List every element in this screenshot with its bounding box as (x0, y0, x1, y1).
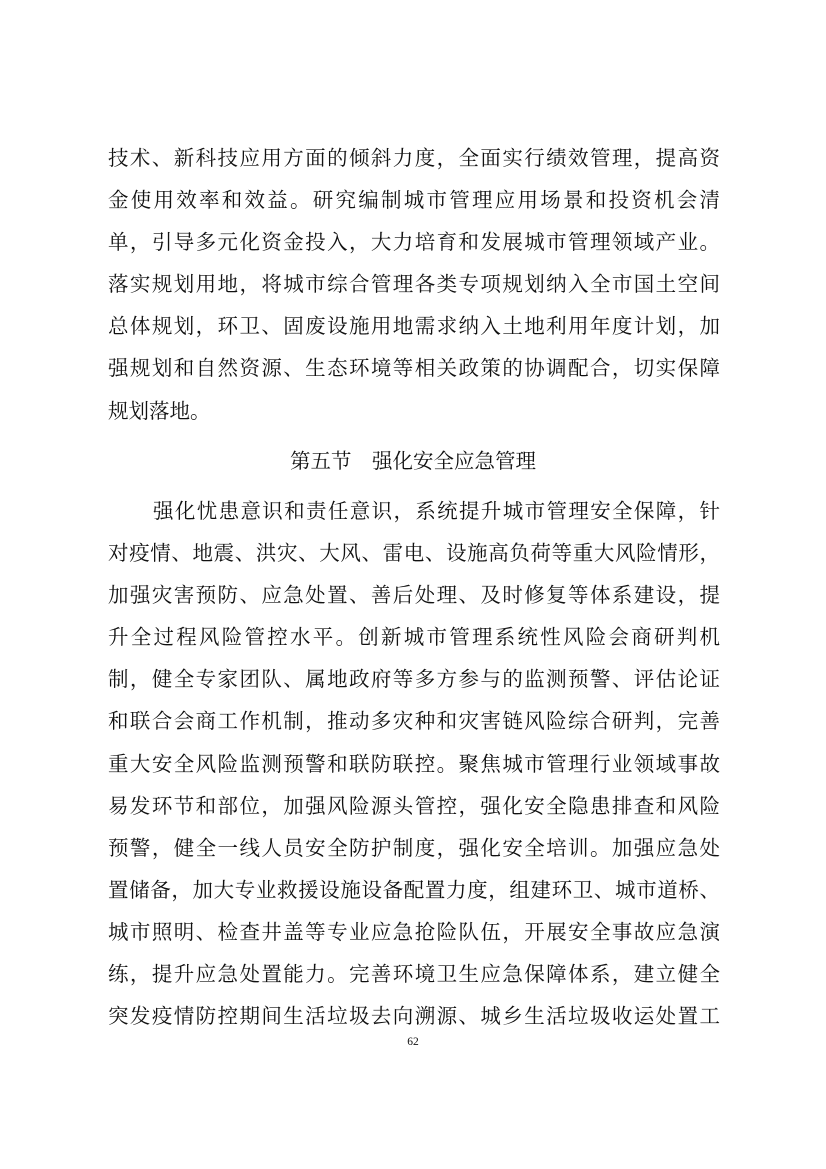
text-line: 突发疫情防控期间生活垃圾去向溯源、城乡生活垃圾收运处置工 (108, 1004, 720, 1029)
text-line: 易发环节和部位，加强风险源头管控，强化安全隐患排查和风险 (108, 793, 720, 818)
text-line: 加强灾害预防、应急处置、善后处理、及时修复等体系建设，提 (108, 583, 720, 608)
paragraph-section-five (108, 490, 720, 1037)
section-heading: 第五节 强化安全应急管理 (290, 449, 536, 473)
text-line: 强化忧患意识和责任意识，系统提升城市管理安全保障，针 (153, 499, 720, 523)
text-line: 制，健全专家团队、属地政府等多方参与的监测预警、评估论证 (108, 667, 720, 692)
text-line: 落实规划用地，将城市综合管理各类专项规划纳入全市国土空间 (108, 272, 720, 297)
text-line: 城市照明、检查井盖等专业应急抢险队伍，开展安全事故应急演 (108, 919, 720, 944)
text-line: 升全过程风险管控水平。创新城市管理系统性风险会商研判机 (108, 625, 720, 650)
text-line: 练，提升应急处置能力。完善环境卫生应急保障体系，建立健全 (108, 962, 720, 987)
text-line: 和联合会商工作机制，推动多灾种和灾害链风险综合研判，完善 (108, 709, 720, 734)
text-line: 强规划和自然资源、生态环境等相关政策的协调配合，切实保障 (108, 356, 720, 381)
text-line: 金使用效率和效益。研究编制城市管理应用场景和投资机会清 (108, 188, 720, 213)
text-line: 预警，健全一线人员安全防护制度，强化安全培训。加强应急处 (108, 835, 720, 860)
text-line: 对疫情、地震、洪灾、大风、雷电、设施高负荷等重大风险情形， (108, 541, 720, 566)
text-line: 置储备，加大专业救援设施设备配置力度，组建环卫、城市道桥、 (108, 877, 720, 902)
text-line: 规划落地。 (108, 398, 211, 423)
text-line: 技术、新科技应用方面的倾斜力度，全面实行绩效管理，提高资 (108, 146, 720, 170)
text-line: 重大安全风险监测预警和联防联控。聚焦城市管理行业领域事故 (108, 751, 720, 776)
paragraph-continued (108, 137, 720, 432)
text-line: 总体规划，环卫、固废设施用地需求纳入土地利用年度计划，加 (108, 314, 720, 339)
text-line: 单，引导多元化资金投入，大力培育和发展城市管理领域产业。 (108, 230, 720, 255)
page-number: 62 (407, 1036, 419, 1048)
